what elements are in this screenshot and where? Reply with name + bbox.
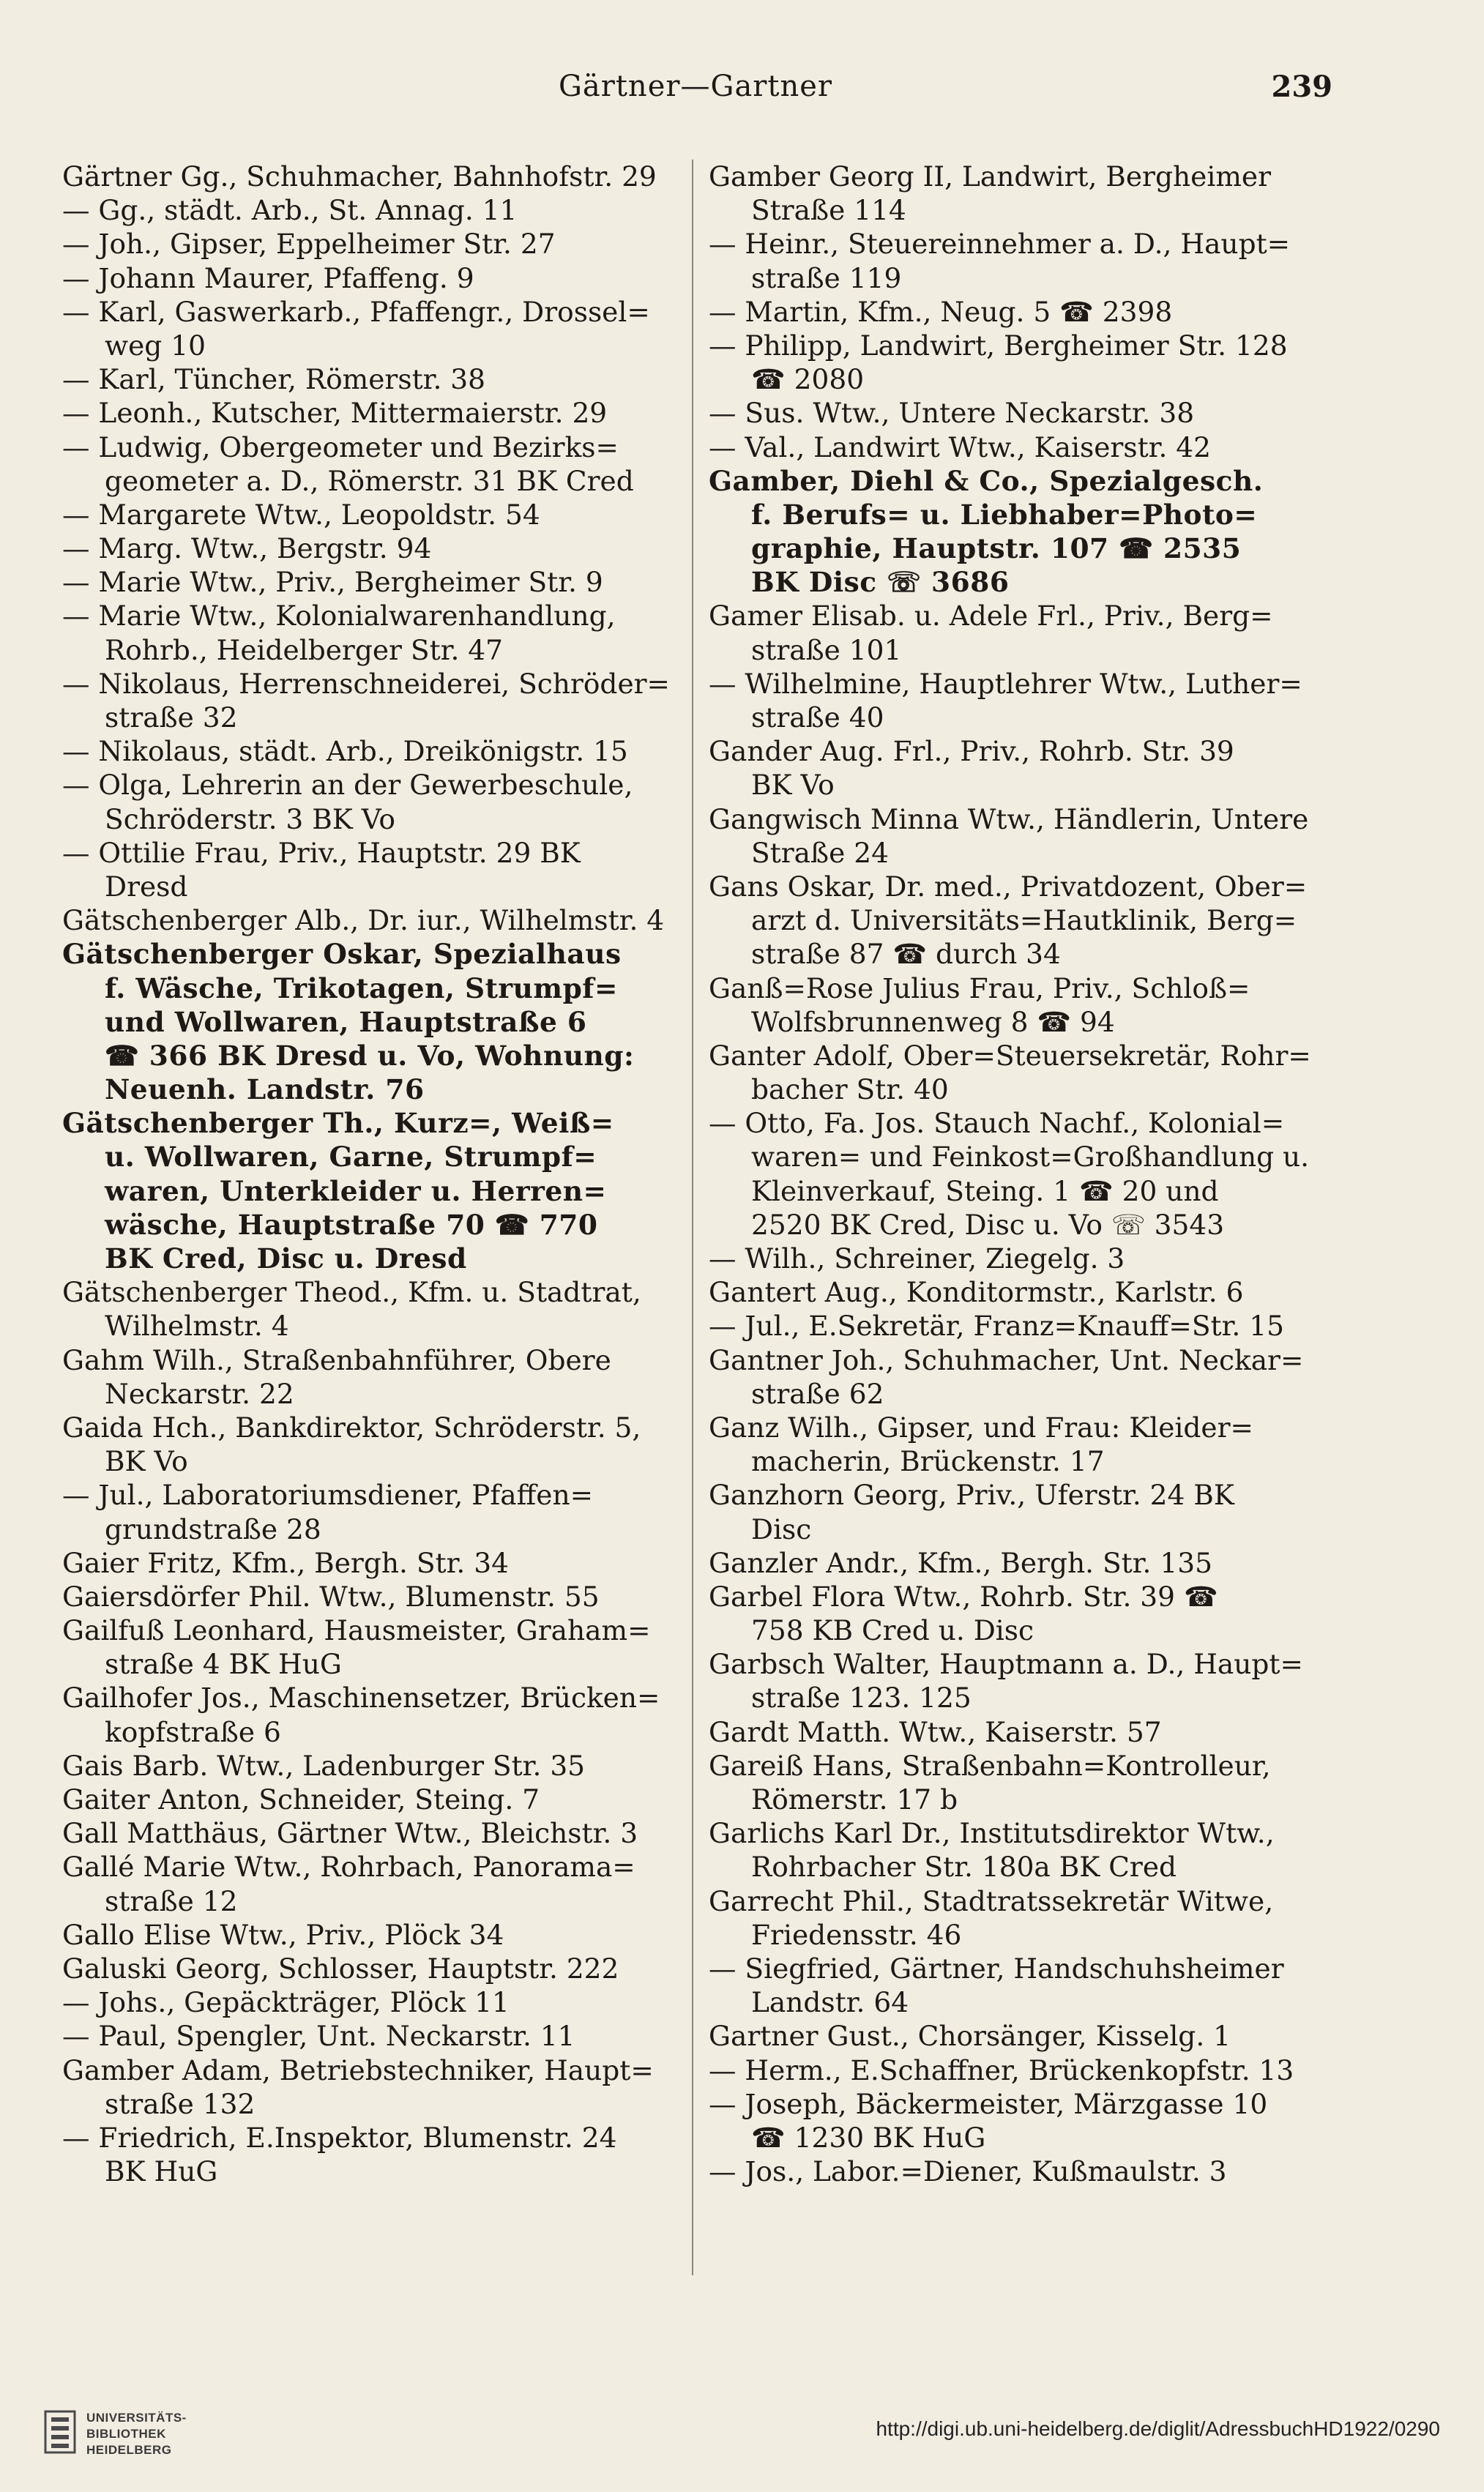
entry-line: — Jos., Labor.=Diener, Kußmaulstr. 3 xyxy=(709,2155,1227,2188)
entry-continuation-line: kopfstraße 6 xyxy=(105,1715,281,1748)
entry-line: Ganzhorn Georg, Priv., Uferstr. 24 BK xyxy=(709,1479,1234,1512)
entry-continuation-line: ☎ 366 BK Dresd u. Vo, Wohnung: xyxy=(105,1039,635,1072)
entry-line: Gaiter Anton, Schneider, Steing. 7 xyxy=(62,1783,540,1816)
entry-continuation-line: wäsche, Hauptstraße 70 ☎ 770 xyxy=(105,1208,598,1241)
entry-continuation-line: BK Vo xyxy=(105,1445,188,1478)
entry-continuation-line: BK Cred, Disc u. Dresd xyxy=(105,1242,467,1275)
entry-line: — Marg. Wtw., Bergstr. 94 xyxy=(62,532,432,565)
entry-line: — Heinr., Steuereinnehmer a. D., Haupt= xyxy=(709,228,1291,261)
directory-entry xyxy=(709,295,1331,329)
entry-line: — Wilhelmine, Hauptlehrer Wtw., Luther= xyxy=(709,667,1302,700)
directory-entry xyxy=(62,1411,685,1478)
entry-line: — Gg., städt. Arb., St. Annag. 11 xyxy=(62,194,518,227)
entry-continuation-line: Kleinverkauf, Steing. 1 ☎ 20 und xyxy=(751,1174,1219,1207)
directory-entry xyxy=(62,1478,685,1545)
directory-entry xyxy=(709,464,1331,600)
entry-continuation-line: BK Disc ☏ 3686 xyxy=(751,566,1010,599)
entry-continuation-line: Straße 114 xyxy=(751,194,906,227)
directory-entry xyxy=(62,498,685,531)
entry-line: Gantner Joh., Schuhmacher, Unt. Neckar= xyxy=(709,1343,1304,1376)
entry-continuation-line: straße 12 xyxy=(105,1884,238,1917)
entry-continuation-line: f. Berufs= u. Liebhaber=Photo= xyxy=(751,498,1258,531)
entry-line: Galuski Georg, Schlosser, Hauptstr. 222 xyxy=(62,1952,619,1985)
directory-entry xyxy=(62,1681,685,1748)
entry-line: — Margarete Wtw., Leopoldstr. 54 xyxy=(62,498,540,531)
entry-continuation-line: BK Vo xyxy=(751,769,835,802)
directory-entry xyxy=(62,937,685,1106)
directory-entry xyxy=(62,396,685,430)
entry-line: Gamber Adam, Betriebstechniker, Haupt= xyxy=(62,2053,654,2086)
directory-entry xyxy=(62,565,685,599)
entry-continuation-line: graphie, Hauptstr. 107 ☎ 2535 xyxy=(751,532,1242,565)
directory-entry xyxy=(62,1275,685,1343)
directory-entry xyxy=(709,1580,1331,1647)
entry-continuation-line: straße 87 ☎ durch 34 xyxy=(751,938,1061,971)
directory-entry xyxy=(709,870,1331,971)
entry-line: — Otto, Fa. Jos. Stauch Nachf., Kolonial= xyxy=(709,1107,1285,1140)
directory-entry xyxy=(62,1343,685,1411)
directory-entry xyxy=(62,1850,685,1917)
directory-entry xyxy=(709,227,1331,294)
entry-continuation-line: ☎ 2080 xyxy=(751,363,865,396)
directory-entry xyxy=(709,396,1331,430)
directory-entry xyxy=(62,362,685,396)
entry-line: Garlichs Karl Dr., Institutsdirektor Wtw., xyxy=(709,1817,1275,1850)
directory-entry xyxy=(62,1952,685,1985)
entry-line: Gätschenberger Theod., Kfm. u. Stadtrat, xyxy=(62,1276,641,1309)
entry-continuation-line: straße 62 xyxy=(751,1377,884,1410)
directory-entry xyxy=(709,971,1331,1039)
directory-entry xyxy=(62,599,685,666)
directory-entry xyxy=(62,160,685,193)
entry-line: Gätschenberger Th., Kurz=, Weiß= xyxy=(62,1107,614,1140)
directory-entry xyxy=(709,1715,1331,1749)
entry-line: Garbel Flora Wtw., Rohrb. Str. 39 ☎ xyxy=(709,1580,1218,1613)
directory-entry xyxy=(709,160,1331,227)
entry-line: — Ottilie Frau, Priv., Hauptstr. 29 BK xyxy=(62,836,581,869)
entry-continuation-line: Disc xyxy=(751,1512,812,1545)
entry-continuation-line: u. Wollwaren, Garne, Strumpf= xyxy=(105,1141,597,1174)
entry-continuation-line: geometer a. D., Römerstr. 31 BK Cred xyxy=(105,464,634,497)
directory-entry xyxy=(709,1039,1331,1106)
page-header xyxy=(66,70,1332,121)
directory-entry xyxy=(709,1952,1331,2019)
page-number: 239 xyxy=(1271,70,1332,104)
right-column xyxy=(709,160,1331,2188)
directory-entry xyxy=(709,2155,1331,2188)
directory-entry xyxy=(62,227,685,261)
entry-continuation-line: Neuenh. Landstr. 76 xyxy=(105,1073,425,1106)
directory-entry xyxy=(62,1546,685,1580)
directory-entry xyxy=(709,1242,1331,1275)
directory-entry xyxy=(709,2087,1331,2155)
entry-continuation-line: waren= und Feinkost=Großhandlung u. xyxy=(751,1141,1310,1174)
entry-line: Gartner Gust., Chorsänger, Kisselg. 1 xyxy=(709,2020,1231,2053)
entry-line: Ganzler Andr., Kfm., Bergh. Str. 135 xyxy=(709,1546,1212,1579)
directory-entry xyxy=(62,2121,685,2188)
directory-entry xyxy=(62,1816,685,1850)
left-column xyxy=(62,160,685,2188)
entry-continuation-line: macherin, Brückenstr. 17 xyxy=(751,1445,1105,1478)
directory-entry xyxy=(709,599,1331,666)
source-url-link[interactable]: http://digi.ub.uni-heidelberg.de/diglit/AdressbuchHD1922/0290 xyxy=(876,2417,1440,2440)
library-crest-icon xyxy=(44,2410,76,2454)
page-footer xyxy=(0,2382,1484,2492)
entry-line: — Johs., Gepäckträger, Plöck 11 xyxy=(62,1986,510,2019)
entry-continuation-line: straße 32 xyxy=(105,701,238,734)
directory-entry xyxy=(62,295,685,362)
directory-entry xyxy=(709,2019,1331,2053)
entry-continuation-line: straße 4 BK HuG xyxy=(105,1648,342,1681)
entry-continuation-line: straße 40 xyxy=(751,701,884,734)
entry-line: — Johann Maurer, Pfaffeng. 9 xyxy=(62,261,474,294)
directory-entry xyxy=(62,836,685,903)
library-name-line: UNIVERSITÄTS- xyxy=(86,2411,187,2425)
entry-continuation-line: straße 101 xyxy=(751,633,902,666)
directory-entry xyxy=(62,430,685,498)
entry-continuation-line: grundstraße 28 xyxy=(105,1512,321,1545)
entry-line: — Jul., Laboratoriumsdiener, Pfaffen= xyxy=(62,1479,594,1512)
directory-entry xyxy=(709,1309,1331,1343)
directory-entry xyxy=(62,734,685,768)
entry-continuation-line: Neckarstr. 22 xyxy=(105,1377,294,1410)
entry-line: — Nikolaus, städt. Arb., Dreikönigstr. 15 xyxy=(62,735,628,768)
entry-continuation-line: straße 123. 125 xyxy=(751,1682,972,1715)
directory-entry xyxy=(709,1647,1331,1715)
entry-line: — Herm., E.Schaffner, Brückenkopfstr. 13 xyxy=(709,2053,1294,2086)
directory-entry xyxy=(709,1275,1331,1309)
entry-continuation-line: waren, Unterkleider u. Herren= xyxy=(105,1174,607,1207)
entry-line: Gallo Elise Wtw., Priv., Plöck 34 xyxy=(62,1918,504,1951)
directory-entry xyxy=(62,1783,685,1816)
directory-entry xyxy=(62,261,685,295)
entry-line: Gangwisch Minna Wtw., Händlerin, Untere xyxy=(709,802,1309,835)
entry-continuation-line: weg 10 xyxy=(105,329,206,362)
entry-line: — Siegfried, Gärtner, Handschuhsheimer xyxy=(709,1952,1284,1985)
directory-entry xyxy=(62,1106,685,1275)
entry-line: Ganz Wilh., Gipser, und Frau: Kleider= xyxy=(709,1411,1253,1444)
entry-line: Ganter Adolf, Ober=Steuersekretär, Rohr= xyxy=(709,1039,1311,1072)
directory-entry xyxy=(709,2053,1331,2087)
directory-entry xyxy=(709,1106,1331,1242)
entry-continuation-line: ☎ 1230 BK HuG xyxy=(751,2121,986,2154)
directory-entry xyxy=(62,1985,685,2019)
directory-entry xyxy=(62,903,685,937)
directory-entry xyxy=(709,1884,1331,1952)
entry-line: Gahm Wilh., Straßenbahnführer, Obere xyxy=(62,1343,611,1376)
directory-entry xyxy=(709,734,1331,802)
entry-line: Gaiersdörfer Phil. Wtw., Blumenstr. 55 xyxy=(62,1580,600,1613)
entry-continuation-line: Wilhelmstr. 4 xyxy=(105,1310,289,1343)
directory-entry xyxy=(62,1749,685,1783)
entry-line: — Leonh., Kutscher, Mittermaierstr. 29 xyxy=(62,397,608,430)
entry-line: — Jul., E.Sekretär, Franz=Knauff=Str. 15 xyxy=(709,1310,1284,1343)
entry-line: Gailfuß Leonhard, Hausmeister, Graham= xyxy=(62,1614,651,1647)
directory-entry xyxy=(62,667,685,734)
entry-continuation-line: Römerstr. 17 b xyxy=(751,1783,958,1816)
library-logo xyxy=(44,2404,249,2470)
entry-continuation-line: Landstr. 64 xyxy=(751,1986,909,2019)
entry-continuation-line: bacher Str. 40 xyxy=(751,1073,949,1106)
entry-line: — Olga, Lehrerin an der Gewerbeschule, xyxy=(62,769,633,802)
entry-line: — Marie Wtw., Kolonialwarenhandlung, xyxy=(62,600,616,633)
directory-entry xyxy=(709,1546,1331,1580)
entry-line: Gätschenberger Alb., Dr. iur., Wilhelmstr. 4 xyxy=(62,904,665,937)
entry-continuation-line: Dresd xyxy=(105,870,188,903)
entry-line: — Ludwig, Obergeometer und Bezirks= xyxy=(62,430,619,463)
directory-entry xyxy=(709,667,1331,734)
directory-entry xyxy=(709,1343,1331,1411)
entry-continuation-line: 2520 BK Cred, Disc u. Vo ☏ 3543 xyxy=(751,1208,1225,1241)
entry-line: Gamer Elisab. u. Adele Frl., Priv., Berg= xyxy=(709,600,1273,633)
entry-line: Gamber, Diehl & Co., Spezialgesch. xyxy=(709,464,1264,497)
entry-continuation-line: Wolfsbrunnenweg 8 ☎ 94 xyxy=(751,1005,1115,1038)
entry-line: Gareiß Hans, Straßenbahn=Kontrolleur, xyxy=(709,1749,1271,1782)
entry-line: — Philipp, Landwirt, Bergheimer Str. 128 xyxy=(709,329,1288,362)
entry-line: — Wilh., Schreiner, Ziegelg. 3 xyxy=(709,1242,1125,1275)
entry-line: Gätschenberger Oskar, Spezialhaus xyxy=(62,938,622,971)
directory-entry xyxy=(62,2053,685,2121)
entry-line: Gall Matthäus, Gärtner Wtw., Bleichstr. 3 xyxy=(62,1817,638,1850)
library-name-line: BIBLIOTHEK xyxy=(86,2427,166,2441)
directory-entry xyxy=(709,1411,1331,1478)
entry-line: Gärtner Gg., Schuhmacher, Bahnhofstr. 29 xyxy=(62,160,657,193)
entry-continuation-line: BK HuG xyxy=(105,2155,218,2188)
entry-line: — Friedrich, E.Inspektor, Blumenstr. 24 xyxy=(62,2121,617,2154)
entry-line: Gallé Marie Wtw., Rohrbach, Panorama= xyxy=(62,1851,635,1884)
column-divider xyxy=(692,160,693,2275)
entry-continuation-line: straße 132 xyxy=(105,2087,256,2120)
directory-entry xyxy=(709,430,1331,464)
entry-continuation-line: arzt d. Universitäts=Hautklinik, Berg= xyxy=(751,904,1297,937)
entry-line: — Val., Landwirt Wtw., Kaiserstr. 42 xyxy=(709,430,1212,463)
entry-continuation-line: und Wollwaren, Hauptstraße 6 xyxy=(105,1005,587,1038)
library-name-line: HEIDELBERG xyxy=(86,2443,172,2457)
entry-line: — Nikolaus, Herrenschneiderei, Schröder= xyxy=(62,667,670,700)
directory-entry xyxy=(62,1614,685,1681)
entry-line: Garbsch Walter, Hauptmann a. D., Haupt= xyxy=(709,1648,1303,1681)
entry-continuation-line: Schröderstr. 3 BK Vo xyxy=(105,802,395,835)
directory-entry xyxy=(709,802,1331,870)
entry-line: Gaida Hch., Bankdirektor, Schröderstr. 5, xyxy=(62,1411,641,1444)
entry-continuation-line: Rohrb., Heidelberger Str. 47 xyxy=(105,633,504,666)
entry-line: Gaier Fritz, Kfm., Bergh. Str. 34 xyxy=(62,1546,509,1579)
entry-line: — Joh., Gipser, Eppelheimer Str. 27 xyxy=(62,228,556,261)
entry-line: Gais Barb. Wtw., Ladenburger Str. 35 xyxy=(62,1749,586,1782)
entry-line: — Marie Wtw., Priv., Bergheimer Str. 9 xyxy=(62,566,603,599)
entry-line: — Paul, Spengler, Unt. Neckarstr. 11 xyxy=(62,2020,575,2053)
directory-entry xyxy=(62,1580,685,1614)
directory-entry xyxy=(709,1816,1331,1884)
page-title: Gärtner—Gartner xyxy=(558,70,833,103)
directory-entry xyxy=(709,1749,1331,1816)
directory-entry xyxy=(709,1478,1331,1545)
directory-entry xyxy=(62,2019,685,2053)
entry-line: — Karl, Tüncher, Römerstr. 38 xyxy=(62,363,486,396)
directory-entry xyxy=(62,768,685,835)
entry-line: — Sus. Wtw., Untere Neckarstr. 38 xyxy=(709,397,1195,430)
directory-entry xyxy=(709,329,1331,396)
entry-continuation-line: Straße 24 xyxy=(751,836,889,869)
entry-line: Gailhofer Jos., Maschinensetzer, Brücken= xyxy=(62,1682,660,1715)
entry-continuation-line: Friedensstr. 46 xyxy=(751,1918,962,1951)
entry-line: Gamber Georg II, Landwirt, Bergheimer xyxy=(709,160,1271,193)
entry-line: — Martin, Kfm., Neug. 5 ☎ 2398 xyxy=(709,295,1173,328)
library-name xyxy=(86,2410,187,2458)
entry-line: Gander Aug. Frl., Priv., Rohrb. Str. 39 xyxy=(709,735,1234,768)
entry-line: Gardt Matth. Wtw., Kaiserstr. 57 xyxy=(709,1715,1162,1748)
entry-line: — Joseph, Bäckermeister, Märzgasse 10 xyxy=(709,2087,1268,2120)
directory-entry xyxy=(62,193,685,227)
entry-line: — Karl, Gaswerkarb., Pfaffengr., Drossel= xyxy=(62,295,650,328)
entry-continuation-line: f. Wäsche, Trikotagen, Strumpf= xyxy=(105,971,618,1004)
entry-line: Gans Oskar, Dr. med., Privatdozent, Ober= xyxy=(709,870,1308,903)
directory-entry xyxy=(62,531,685,565)
entry-line: Garrecht Phil., Stadtratssekretär Witwe, xyxy=(709,1884,1274,1917)
entry-continuation-line: 758 KB Cred u. Disc xyxy=(751,1614,1034,1647)
entry-continuation-line: straße 119 xyxy=(751,261,902,294)
entry-continuation-line: Rohrbacher Str. 180a BK Cred xyxy=(751,1851,1177,1884)
directory-entry xyxy=(62,1918,685,1952)
entry-line: Ganß=Rose Julius Frau, Priv., Schloß= xyxy=(709,971,1250,1004)
entry-line: Gantert Aug., Konditormstr., Karlstr. 6 xyxy=(709,1276,1244,1309)
